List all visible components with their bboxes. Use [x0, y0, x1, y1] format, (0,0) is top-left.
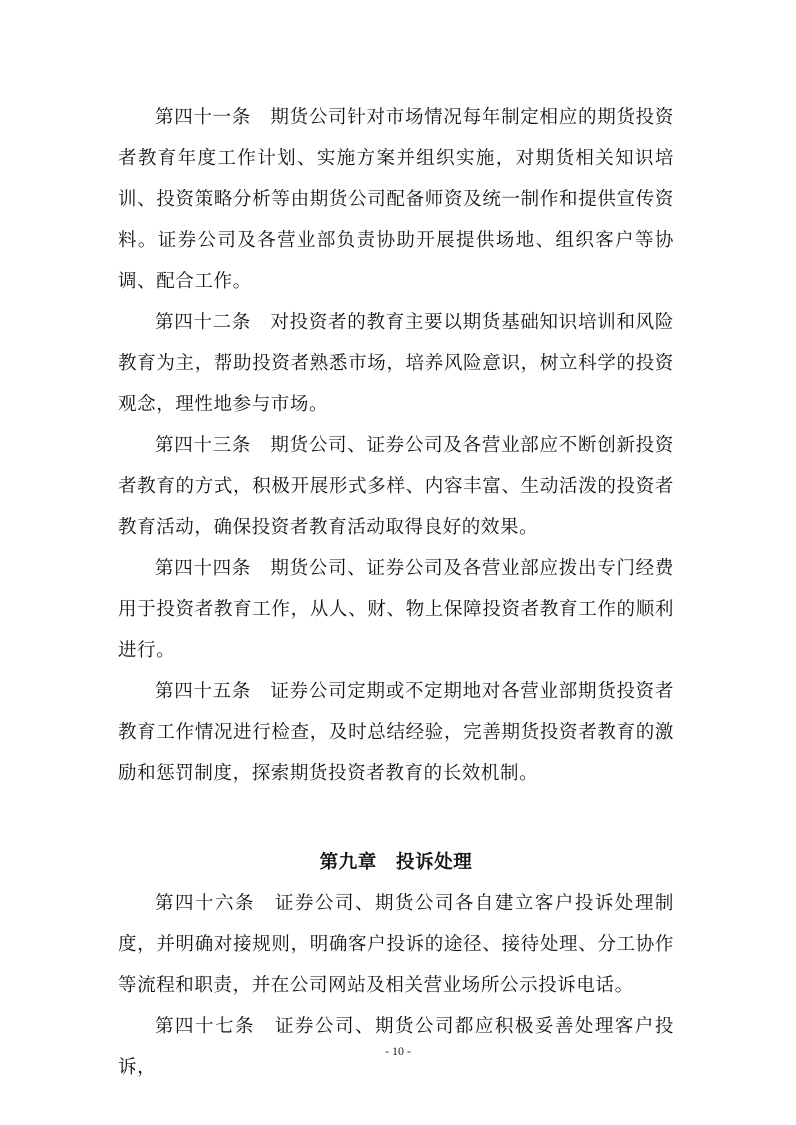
article-43: 第四十三条 期货公司、证券公司及各营业部应不断创新投资者教育的方式，积极开展形式多样、内容丰富、生动活泼的投资者教育活动，确保投资者教育活动取得良好的效果。	[118, 435, 674, 538]
article-41: 第四十一条 期货公司针对市场情况每年制定相应的期货投资者教育年度工作计划、实施方案并组织实施，对期货相关知识培训、投资策略分析等由期货公司配备师资及统一制作和提供宣传资料。证券公司及各营业部负责协助开展提供场地、组织客户等协调、配合工作。	[118, 107, 674, 292]
chapter-title: 第九章 投诉处理	[319, 852, 473, 873]
article-44: 第四十四条 期货公司、证券公司及各营业部应拨出专门经费用于投资者教育工作，从人、财、物上保障投资者教育工作的顺利进行。	[118, 558, 674, 661]
article-45: 第四十五条 证券公司定期或不定期地对各营业部期货投资者教育工作情况进行检查，及时总结经验，完善期货投资者教育的激励和惩罚制度，探索期货投资者教育的长效机制。	[118, 681, 674, 784]
article-47: 第四十七条 证券公司、期货公司都应积极妥善处理客户投诉，	[118, 1016, 674, 1078]
document-body	[118, 97, 674, 1088]
page-number: - 10 -	[385, 1044, 411, 1058]
article-46: 第四十六条 证券公司、期货公司各自建立客户投诉处理制度，并明确对接规则，明确客户投诉的途径、接待处理、分工协作等流程和职责，并在公司网站及相关营业场所公示投诉电话。	[118, 893, 674, 996]
article-42: 第四十二条 对投资者的教育主要以期货基础知识培训和风险教育为主，帮助投资者熟悉市场，培养风险意识，树立科学的投资观念，理性地参与市场。	[118, 312, 674, 415]
